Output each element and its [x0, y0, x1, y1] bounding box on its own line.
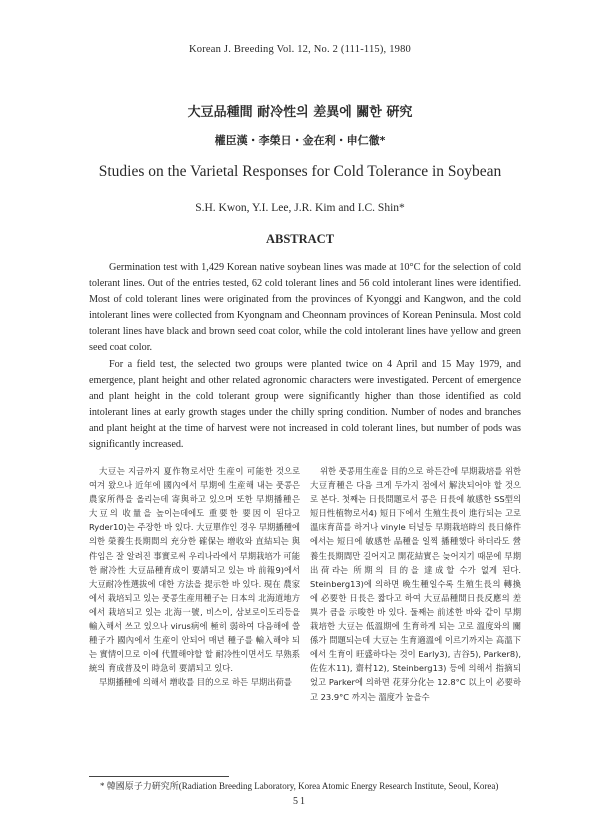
journal-citation: Korean J. Breeding Vol. 12, No. 2 (111-115), 1980 — [188, 44, 411, 55]
right-paragraph-1: 위한 풋콩用生産을 目的으로 하든간에 早期栽培를 위한 大豆育種은 다음 크게 두가지 점에서 解決되어야 할 것으로 본다. 첫째는 日長問題로서 콩은 日長에 敏感한 SS型의 短日性植物로서4) 短日下에서 生殖生長이 進行되는 고로 溫床育苗를 하거나 vinyle 터널등 早期栽培時의 長日條件에서는 短日에 敏感한 品種을 일찍 播種했다 하더라도 營養生長期間만 길어지고 開花結實은 늦어지기 때문에 早期出荷라는 所期의 目的을 達成할 수가 없게 된다. Steinberg13)에 의하면 晩生種일수록 生殖生長의 轉換에 必要한 日長은 짧다고 하여 大豆品種間日長反應의 差異가 큼을 示唆한 바 있다. 둘째는 前述한 바와 같이 早期栽培한 大豆는 低溫期에 生育하게 되는 고로 溫度와의 關係가 問題되는데 大豆는 生育適溫에 이르기까지는 高溫下에서 生育이 旺盛하다는 것이 Early3), 吉谷5), Parker8), 佐佐木11), 齋村12), Steinberg13) 등에 의해서 指摘되었고 Parker에 의하면 花芽分化는 12.8°C 以上이 必要하고 23.9°C 까지는 溫度가 높을수 — [310, 466, 521, 702]
left-paragraph-1: 大豆는 지금까지 夏作物로서만 生産이 可能한 것으로 여겨 왔으나 近年에 國內에서 早期에 生産해 내는 풋콩은 農家所得을 올리는데 寄與하고 있으며 또한 早期播種은 大豆의 收量을 높이는데에도 重要한 要因이 된다고 Ryder10)는 주장한 바 있다. 大豆單作인 경우 早期播種에 의한 榮養生長期間의 充分한 確保는 增收와 直結되는 與件임은 잘 알려진 事實로써 우리나라에서 早期栽培가 可能한 耐冷性 大豆品種育成이 要請되고 있는 바 前報9)에서 大豆耐冷性選拔에 대한 方法을 提示한 바 있다. 現在 農家에서 栽培되고 있는 풋콩生産用種子는 日本의 北海道地方에서 栽培되고 있는 北海一號, 비스이, 삼보로이도리등을 輸入해서 쓰고 있으나 virus病에 極히 弱하여 다음해에 쓸 種子가 國內에서 生産이 안되어 매년 種子를 輸入해야 되는 實情이므로 이에 代置해야할 할 耐冷性이면서도 早熟系統의 育成普及이 時急히 要請되고 있다. — [89, 466, 301, 674]
left-column — [89, 464, 300, 704]
footnote: * 韓國原子力硏究所(Radiation Breeding Laboratory, Korea Atomic Energy Research Institute, Seoul, Korea) — [100, 781, 499, 791]
abstract-paragraph-2: For a field test, the selected two groups were planted twice on 4 April and 15 May 1979, and emergence, plant height and other related agronomic characters were investigated. Percent of emergence and plant height in the cold tolerant group were significantly higher than those identified as cold intolerant lines at early growth stages under the chilly spring condition. Number of nodes and branches and plant height at the time of harvest were not increased in cold tolerant lines, but number of pods was significantly increased. — [89, 358, 521, 451]
korean-title: 大豆品種間 耐冷性의 差異에 關한 硏究 — [187, 105, 413, 120]
right-column — [310, 464, 521, 704]
abstract-heading: ABSTRACT — [265, 232, 335, 246]
footnote-divider — [89, 776, 229, 777]
abstract-paragraph-1: Germination test with 1,429 Korean native soybean lines was made at 10°C for the selection of cold tolerant lines. Out of the entries tested, 62 cold tolerant lines and 56 cold intolerant lines were identified. Most of cold tolerant lines were originated from the provinces of Kyonggi and Kangwon, and the cold intolerant lines were collected from Kyongnam and Cheonnam provinces of Korean Peninsula. Most cold tolerant lines have black and brown seed coat color, while the cold intolerant lines have yellow and green seed coat color. — [89, 262, 521, 354]
left-paragraph-2: 早期播種에 의해서 增收를 目的으로 하든 早期出荷를 — [99, 677, 292, 688]
english-title: Studies on the Varietal Responses for Cold Tolerance in Soybean — [98, 163, 502, 180]
korean-authors: 權臣漢・李榮日・金在利・申仁徹* — [214, 134, 386, 147]
abstract-body — [89, 260, 521, 453]
english-authors: S.H. Kwon, Y.I. Lee, J.R. Kim and I.C. Shin* — [195, 202, 405, 214]
page-number: 51 — [293, 796, 307, 807]
body-columns — [89, 464, 521, 704]
